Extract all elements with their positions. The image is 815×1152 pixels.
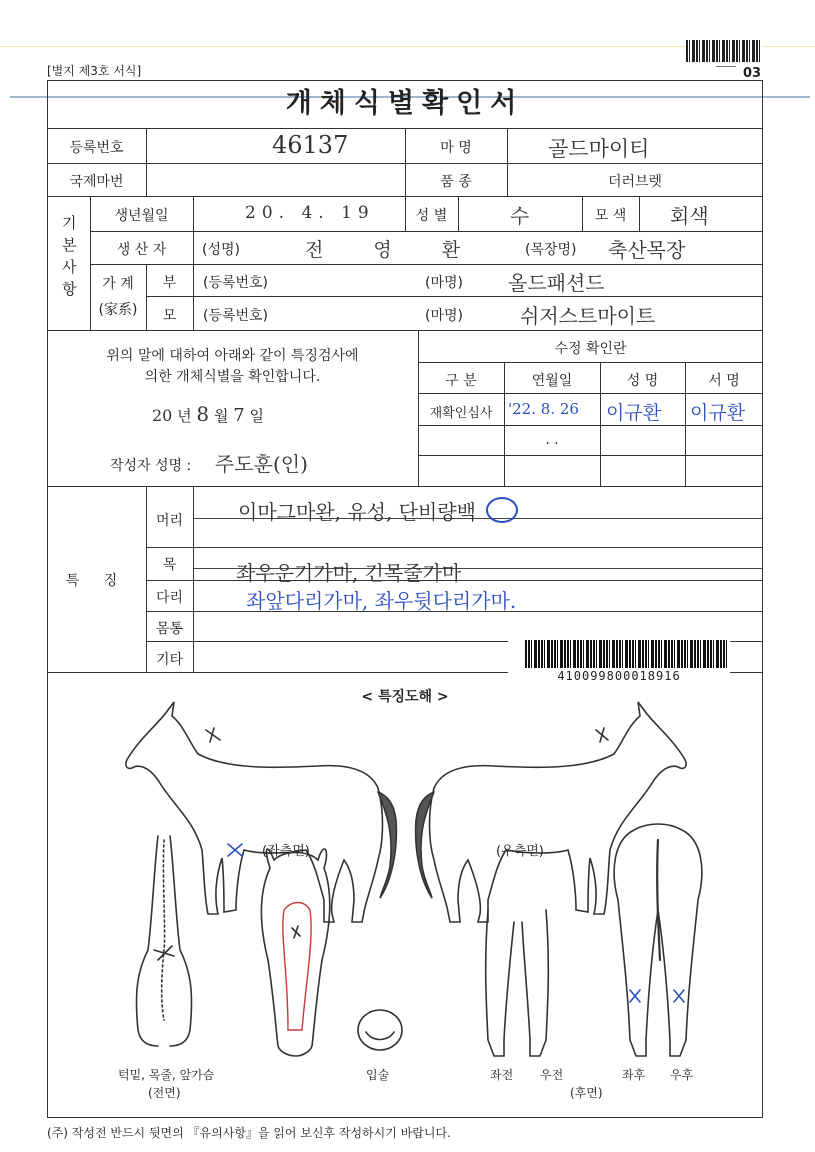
right-hind-label: 우후	[670, 1068, 694, 1082]
footnote: (주) 작성전 반드시 뒷면의 『유의사항』을 읽어 보신후 작성하시기 바랍니다.	[47, 1126, 451, 1140]
sire-reg-label: (등록번호)	[203, 275, 269, 291]
head-value: 이마그마완, 유성, 단비량백	[238, 500, 476, 524]
rule	[458, 196, 459, 231]
sex-value: 수	[510, 204, 530, 228]
row2-date: . .	[545, 432, 559, 448]
basic-char: 기	[62, 214, 77, 232]
date-year-label: 년	[177, 407, 192, 425]
pedigree-hanja: (家系)	[98, 302, 138, 318]
other-label: 기타	[155, 652, 184, 668]
col-sign: 서 명	[708, 373, 740, 389]
farm-value: 축산목장	[608, 238, 686, 262]
color-value: 회색	[670, 204, 709, 228]
rule	[47, 330, 763, 331]
row1-date: '22. 8. 26	[508, 400, 579, 418]
left-front-label: 좌전	[490, 1068, 514, 1082]
face-front-drawing	[261, 849, 329, 1056]
date-month: 8	[196, 402, 210, 426]
neck-label: 목	[162, 557, 177, 573]
rear-label: (후면)	[570, 1086, 603, 1100]
basic-char: 본	[62, 236, 77, 254]
basic-section-label	[62, 212, 76, 300]
sire-name-label: (마명)	[425, 275, 463, 291]
date-day-label: 일	[249, 407, 264, 425]
rule	[193, 264, 194, 330]
legs-label: 다리	[155, 590, 184, 606]
document-title: 개체식별확인서	[285, 88, 525, 119]
breed-value: 더러브렛	[607, 174, 663, 190]
left-side-horse-drawing	[126, 702, 396, 922]
reg-no-value: 46137	[272, 131, 349, 159]
rule	[193, 486, 194, 672]
front-label: (전면)	[148, 1086, 181, 1100]
top-neck-drawing	[136, 836, 191, 1046]
legs-value: 좌앞다리가마, 좌우뒷다리가마.	[246, 589, 517, 613]
left-leg-mark	[228, 844, 242, 856]
dam-name-value: 쉬저스트마이트	[520, 304, 656, 328]
producer-name-value: 전 영 환	[305, 239, 483, 261]
rule	[418, 362, 763, 363]
basic-char: 항	[62, 280, 77, 298]
body-label: 몸통	[155, 621, 184, 637]
rule	[418, 393, 763, 394]
dam-name-label: (마명)	[425, 308, 463, 324]
birth-value: 20. 4. 19	[245, 203, 375, 223]
date-day: 7	[233, 405, 245, 426]
right-front-label: 우전	[540, 1068, 564, 1082]
row1-name: 이규환	[606, 402, 662, 424]
horse-diagrams	[48, 700, 764, 1100]
producer-name-label: (성명)	[202, 242, 240, 258]
rear-view-drawing	[614, 824, 702, 1056]
reg-no-label: 등록번호	[69, 140, 124, 156]
right-side-horse-drawing	[416, 702, 686, 922]
pedigree-label: 가 계	[102, 276, 134, 292]
circle-mark	[486, 497, 518, 523]
front-caption: 턱밑, 목줄, 앞가슴	[118, 1068, 215, 1082]
sire-label: 부	[162, 275, 177, 291]
statement-line2: 의한 개체식별을 확인합니다.	[144, 369, 321, 385]
rule	[146, 128, 147, 196]
sex-label: 성 별	[415, 208, 448, 224]
farm-label: (목장명)	[525, 242, 577, 258]
rule	[146, 296, 763, 297]
left-side-label: (좌측면)	[262, 844, 310, 859]
breed-label: 품 종	[440, 174, 472, 190]
rule	[418, 455, 763, 456]
barcode-number: 410099800018916	[557, 669, 681, 683]
color-label: 모 색	[594, 208, 627, 224]
author-signature: 주도훈(인)	[215, 452, 308, 476]
col-category: 구 분	[445, 373, 477, 389]
author-label: 작성자 성명 :	[110, 458, 192, 474]
left-hind-label: 좌후	[622, 1068, 646, 1082]
page-number: 03	[743, 66, 762, 81]
form-code: [별지 제3호 서식]	[47, 64, 142, 78]
name-label: 마 명	[440, 140, 472, 156]
row1-sign: 이규환	[690, 402, 746, 424]
dam-label: 모	[162, 308, 177, 324]
row1-category: 재확인심사	[429, 406, 493, 421]
producer-label: 생 산 자	[116, 242, 167, 258]
name-value: 골드마이티	[548, 137, 650, 161]
date-prefix: 20	[152, 406, 173, 425]
features-section-label: 특 징	[65, 573, 128, 589]
rule	[639, 196, 640, 231]
col-date: 연월일	[531, 373, 573, 389]
muzzle-drawing	[358, 1010, 402, 1050]
front-legs-drawing	[486, 910, 549, 1056]
head-label: 머리	[155, 513, 184, 529]
col-name: 성 명	[626, 373, 659, 389]
rule	[47, 486, 763, 487]
sign-date	[152, 402, 264, 426]
statement-line1: 위의 말에 대하여 아래와 같이 특징검사에	[106, 348, 359, 364]
date-month-label: 월	[213, 407, 229, 425]
correction-title: 수정 확인란	[554, 341, 627, 357]
basic-char: 사	[62, 258, 77, 276]
barcode	[525, 640, 727, 668]
neck-value: 좌우운기가마, 긴목줄가마	[236, 561, 462, 585]
rule	[193, 196, 194, 264]
top-barcode	[686, 40, 762, 62]
dam-reg-label: (등록번호)	[203, 308, 269, 324]
right-side-label: (우측면)	[496, 844, 544, 859]
rule	[90, 264, 763, 265]
birth-label: 생년월일	[114, 208, 169, 224]
rule	[418, 425, 763, 426]
intl-no-label: 국제마번	[69, 174, 124, 190]
sire-name-value: 올드패션드	[508, 271, 605, 295]
rule	[146, 547, 763, 548]
lips-label: 입술	[366, 1068, 390, 1082]
top-barcode-underline	[716, 66, 736, 67]
diagram-title: < 특징도해 >	[361, 689, 449, 705]
rule	[90, 231, 763, 232]
